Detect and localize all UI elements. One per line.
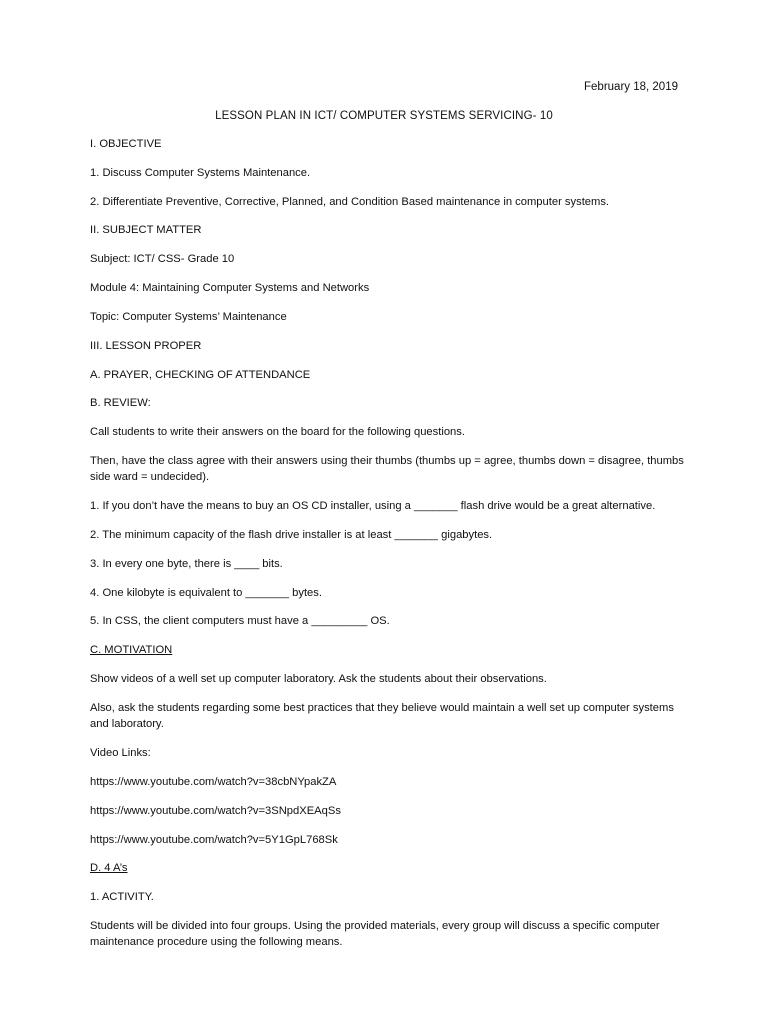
review-question-1: 1. If you don’t have the means to buy an OS CD installer, using a _______ flash drive would be a great alternative. — [90, 500, 656, 513]
subject-line: Subject: ICT/ CSS- Grade 10 — [90, 253, 235, 266]
module-line: Module 4: Maintaining Computer Systems and Networks — [90, 282, 370, 295]
video-links-label: Video Links: — [90, 747, 151, 760]
subject-matter-heading: II. SUBJECT MATTER — [90, 224, 202, 237]
objective-item-1: 1. Discuss Computer Systems Maintenance. — [90, 166, 311, 179]
motivation-text-1: Show videos of a well set up computer laboratory. Ask the students about their observations. — [90, 673, 547, 686]
document-title: LESSON PLAN IN ICT/ COMPUTER SYSTEMS SERVICING- 10 — [215, 110, 553, 122]
objective-heading: I. OBJECTIVE — [90, 138, 162, 150]
review-intro-2: Then, have the class agree with their answers using their thumbs (thumbs up = agree, thumbs down = disagree, thumbs side ward = undecided). — [90, 455, 684, 484]
review-question-3: 3. In every one byte, there is ____ bits. — [90, 557, 283, 570]
objective-item-2: 2. Differentiate Preventive, Corrective, Planned, and Condition Based maintenance in computer systems. — [90, 195, 610, 208]
document-body — [90, 136, 690, 963]
four-as-heading: D. 4 A’s — [90, 862, 128, 875]
activity-heading: 1. ACTIVITY. — [90, 891, 154, 904]
video-link-3: https://www.youtube.com/watch?v=5Y1GpL768Sk — [90, 833, 338, 846]
lesson-proper-heading: III. LESSON PROPER — [90, 339, 202, 352]
motivation-heading: C. MOTIVATION — [90, 644, 173, 657]
topic-line: Topic: Computer Systems’ Maintenance — [90, 310, 287, 323]
activity-text: Students will be divided into four groups. Using the provided materials, every group will discuss a specific computer maintenance procedure using the following means. — [90, 920, 660, 949]
review-question-4: 4. One kilobyte is equivalent to _______ bytes. — [90, 586, 322, 599]
document-date: February 18, 2019 — [584, 81, 678, 93]
review-intro-1: Call students to write their answers on the board for the following questions. — [90, 426, 465, 439]
motivation-text-2: Also, ask the students regarding some best practices that they believe would maintain a well set up computer systems and laboratory. — [90, 701, 674, 731]
video-link-2: https://www.youtube.com/watch?v=3SNpdXEAqSs — [90, 804, 341, 817]
prayer-heading: A. PRAYER, CHECKING OF ATTENDANCE — [90, 368, 311, 381]
review-question-5: 5. In CSS, the client computers must have a _________ OS. — [90, 615, 390, 628]
video-link-1: https://www.youtube.com/watch?v=38cbNYpakZA — [90, 775, 337, 788]
review-heading: B. REVIEW: — [90, 397, 151, 410]
review-question-2: 2. The minimum capacity of the flash drive installer is at least _______ gigabytes. — [90, 529, 493, 541]
